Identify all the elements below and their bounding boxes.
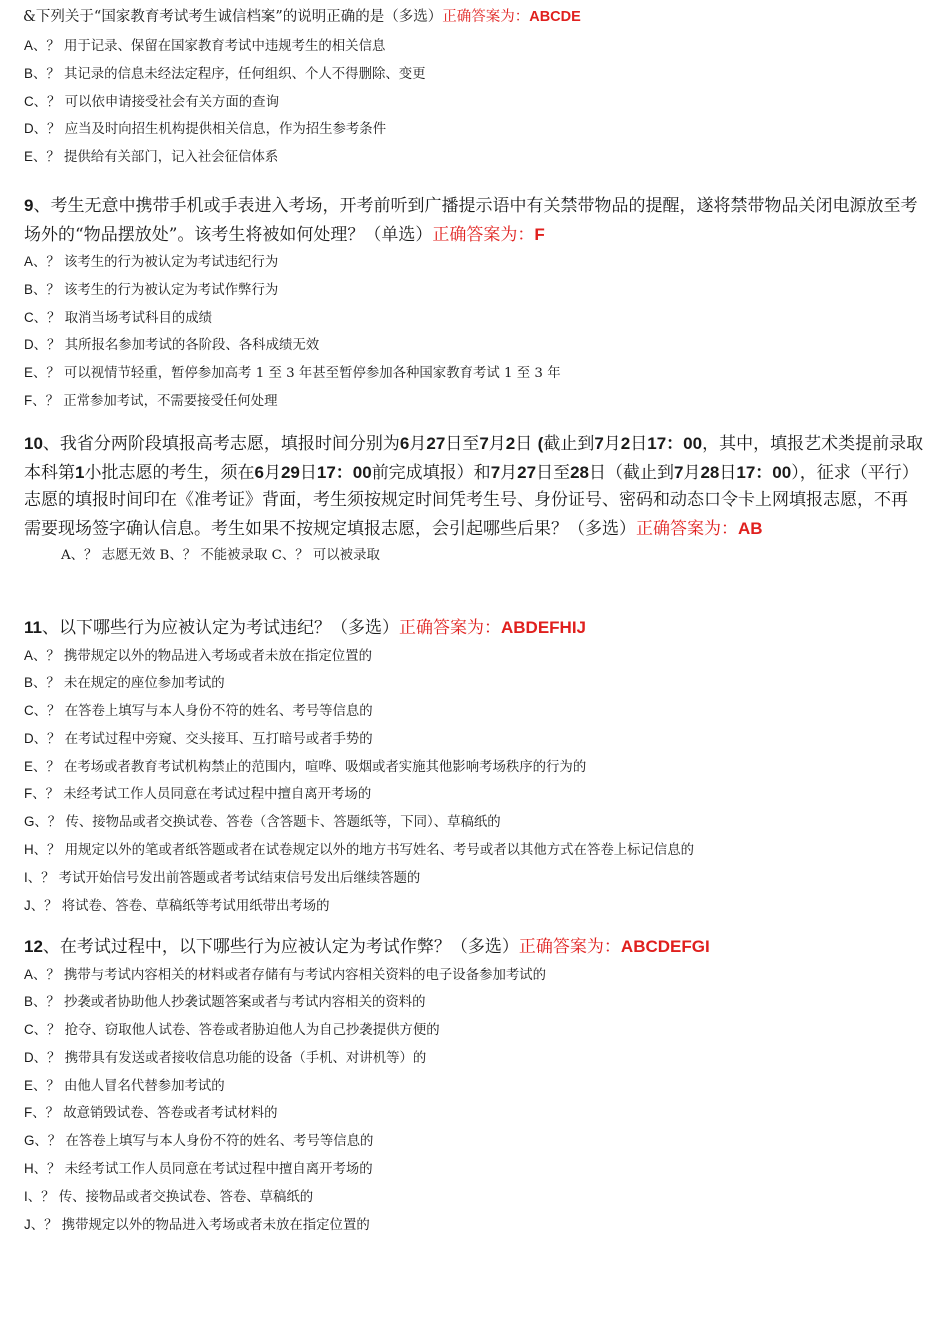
option-a: A、？ 携带规定以外的物品进入考场或者未放在指定位置的 — [24, 647, 372, 664]
option-d: D、？ 携带具有发送或者接收信息功能的设备（手机、对讲机等）的 — [24, 1049, 427, 1066]
answer-code: ABDEFHIJ — [500, 618, 586, 637]
option-i: I、？ 考试开始信号发出前答题或者考试结束信号发出后继续答题的 — [24, 869, 421, 886]
option-e: E、？ 由他人冒名代替参加考试的 — [24, 1077, 225, 1094]
option-c: C、？ 可以依申请接受社会有关方面的查询 — [24, 93, 279, 110]
question-number: 9 — [24, 196, 34, 215]
option-d: D、？ 其所报名参加考试的各阶段、各科成绩无效 — [24, 337, 320, 354]
option-i: I、？ 传、接物品或者交换试卷、答卷、草稿纸的 — [24, 1188, 314, 1205]
question-stem — [24, 933, 924, 962]
question-11 — [0, 614, 950, 920]
answer-code: ABCDEFGI — [620, 937, 710, 956]
option-c: C、？ 取消当场考试科目的成绩 — [24, 309, 213, 326]
option-b: B、？ 未在规定的座位参加考试的 — [24, 675, 225, 692]
option-d: D、？ 在考试过程中旁窥、交头接耳、互打暗号或者手势的 — [24, 730, 373, 747]
option-e: E、？ 在考场或者教育考试机构禁止的范围内，喧哗、吸烟或者实施其他影响考场秩序的行为的 — [24, 758, 587, 775]
inline-options: A、？ 志愿无效 B、？ 不能被录取 C、？ 可以被录取 — [61, 548, 380, 563]
question-stem: 10、我省分两阶段填报高考志愿，填报时间分别为6月27日至7月2日 (截止到7月2日17：00，其中，填报艺术类提前录取本科第1小批志愿的考生，须在6月29日17：00前完成填报）和7月27日至28日（截止到7月28日17：00），征求（平行）志愿的填报时间印在《准考证》背面，考生须按规定时间凭考生号、身份证号、密码和动态口令卡上网填报志愿，不再需要现场签字确认信息。考生如果不按规定填报志愿，会引起哪些后果？（多选）正确答案为：AB — [24, 434, 924, 539]
option-g: G、？ 传、接物品或者交换试卷、答卷（含答题卡、答题纸等，下同）、草稿纸的 — [24, 814, 501, 831]
question-stem — [23, 6, 923, 28]
question-number: 12 — [24, 937, 43, 956]
option-f: F、？ 故意销毁试卷、答卷或者考试材料的 — [24, 1105, 278, 1122]
question-number: 10 — [24, 434, 43, 453]
answer-label: 正确答案为： — [398, 618, 501, 638]
option-a: A、？ 该考生的行为被认定为考试违纪行为 — [24, 254, 279, 270]
question-stem — [24, 192, 924, 249]
answer-label: 正确答案为： — [636, 518, 738, 539]
question-12 — [0, 933, 950, 1239]
answer-code: ABCDE — [529, 9, 581, 25]
stem-text: 、考生无意中携带手机或手表进入考场，开考前听到广播提示语中有关禁带物品的提醒，遂将禁带物品关闭电源放至考场外的“物品摆放处”。该考生将被如何处理？（单选） — [24, 196, 918, 245]
option-h: H、？ 用规定以外的笔或者纸答题或者在试卷规定以外的地方书写姓名、考号或者以其他方式在答卷上标记信息的 — [24, 842, 695, 859]
stem-text: 、以下哪些行为应被认定为考试违纪？（多选） — [41, 618, 399, 638]
option-a: A、？ 用于记录、保留在国家教育考试中违规考生的相关信息 — [24, 38, 386, 54]
option-d: D、？ 应当及时向招生机构提供相关信息，作为招生参考条件 — [24, 121, 387, 138]
question-10 — [0, 430, 950, 570]
question-number: 11 — [24, 618, 42, 637]
option-e: E、？ 可以视情节轻重，暂停参加高考 1 至 3 年甚至暂停参加各种国家教育考试 1 至 3 年 — [24, 365, 561, 382]
option-b: B、？ 该考生的行为被认定为考试作弊行为 — [24, 281, 279, 298]
option-c: C、？ 在答卷上填写与本人身份不符的姓名、考号等信息的 — [24, 703, 373, 720]
option-g: G、？ 在答卷上填写与本人身份不符的姓名、考号等信息的 — [24, 1133, 374, 1150]
option-j: J、？ 将试卷、答卷、草稿纸等考试用纸带出考场的 — [24, 897, 330, 914]
option-h: H、？ 未经考试工作人员同意在考试过程中擅自离开考场的 — [24, 1161, 373, 1178]
option-j: J、？ 携带规定以外的物品进入考场或者未放在指定位置的 — [24, 1216, 370, 1233]
answer-label: 正确答案为： — [432, 224, 535, 245]
answer-code: AB — [738, 518, 763, 538]
option-e: E、？ 提供给有关部门，记入社会征信体系 — [24, 149, 279, 166]
option-b: B、？ 其记录的信息未经法定程序，任何组织、个人不得删除、变更 — [24, 65, 426, 82]
answer-label: 正确答案为： — [518, 937, 621, 957]
answer-code: F — [534, 224, 545, 244]
question-8 — [0, 6, 950, 172]
question-9 — [0, 192, 950, 416]
stem-text: &下列关于“国家教育考试考生诚信档案”的说明正确的是（多选） — [23, 9, 443, 25]
option-f: F、？ 未经考试工作人员同意在考试过程中擅自离开考场的 — [24, 786, 372, 803]
stem-text: 、在考试过程中，以下哪些行为应被认定为考试作弊？（多选） — [42, 937, 519, 957]
option-c: C、？ 抢夺、窃取他人试卷、答卷或者胁迫他人为自己抄袭提供方便的 — [24, 1022, 440, 1039]
question-stem — [24, 614, 924, 643]
answer-label: 正确答案为： — [442, 9, 530, 25]
option-b: B、？ 抄袭或者协助他人抄袭试题答案或者与考试内容相关的资料的 — [24, 994, 426, 1011]
option-f: F、？ 正常参加考试，不需要接受任何处理 — [24, 392, 278, 409]
option-a: A、？ 携带与考试内容相关的材料或者存储有与考试内容相关资料的电子设备参加考试的 — [24, 966, 547, 983]
